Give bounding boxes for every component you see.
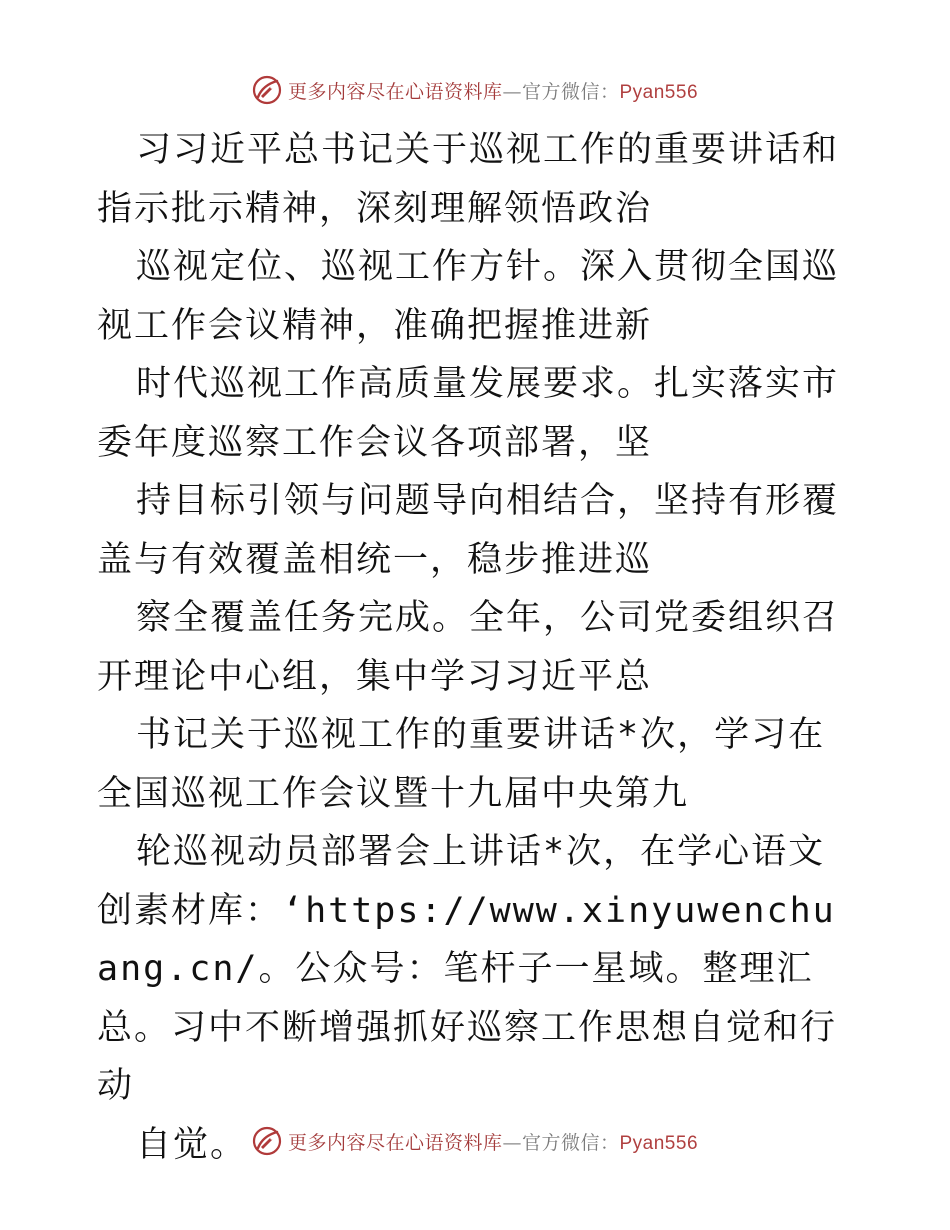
document-body: [97, 121, 857, 1174]
paragraph-2: 巡视定位、巡视工作方针。深入贯彻全国巡视工作会议精神，准确把握推进新: [97, 247, 840, 346]
header-banner-dash: —: [502, 80, 522, 103]
footer-banner: [0, 1121, 950, 1161]
footer-banner-official: 官方微信：: [521, 1131, 620, 1154]
paragraph-3: 时代巡视工作高质量发展要求。扎实落实市委年度巡察工作会议各项部署，坚: [97, 364, 840, 463]
footer-banner-text: [288, 1128, 698, 1155]
header-banner-text: [288, 77, 698, 104]
pen-logo-icon: [252, 75, 282, 105]
paragraph-6: 书记关于巡视工作的重要讲话*次，学习在全国巡视工作会议暨十九届中央第九: [97, 715, 826, 814]
paragraph-1: 习习近平总书记关于巡视工作的重要讲话和指示批示精神，深刻理解领悟政治: [97, 130, 840, 229]
paragraph-5: 察全覆盖任务完成。全年，公司党委组织召开理论中心组，集中学习习近平总: [97, 598, 840, 697]
paragraph-4: 持目标引领与问题导向相结合，坚持有形覆盖与有效覆盖相统一，稳步推进巡: [97, 481, 840, 580]
pen-logo-icon: [252, 1126, 282, 1156]
header-banner-official: 官方微信：: [521, 80, 620, 103]
footer-banner-dash: —: [502, 1131, 522, 1154]
paragraph-8: 自觉。: [136, 1124, 248, 1165]
footer-banner-main: 更多内容尽在心语资料库: [287, 1131, 503, 1154]
footer-banner-wechat: Pyan556: [619, 1132, 699, 1154]
paragraph-7: 轮巡视动员部署会上讲话*次，在学心语文创素材库：‘https://www.xinyuwenchuang.cn/。公众号：笔杆子一星域。整理汇总。习中不断增强抓好巡察工作思想自觉和行动: [97, 832, 838, 1106]
header-banner-main: 更多内容尽在心语资料库: [287, 80, 503, 103]
header-banner-wechat: Pyan556: [619, 81, 699, 103]
header-banner: [0, 70, 950, 110]
